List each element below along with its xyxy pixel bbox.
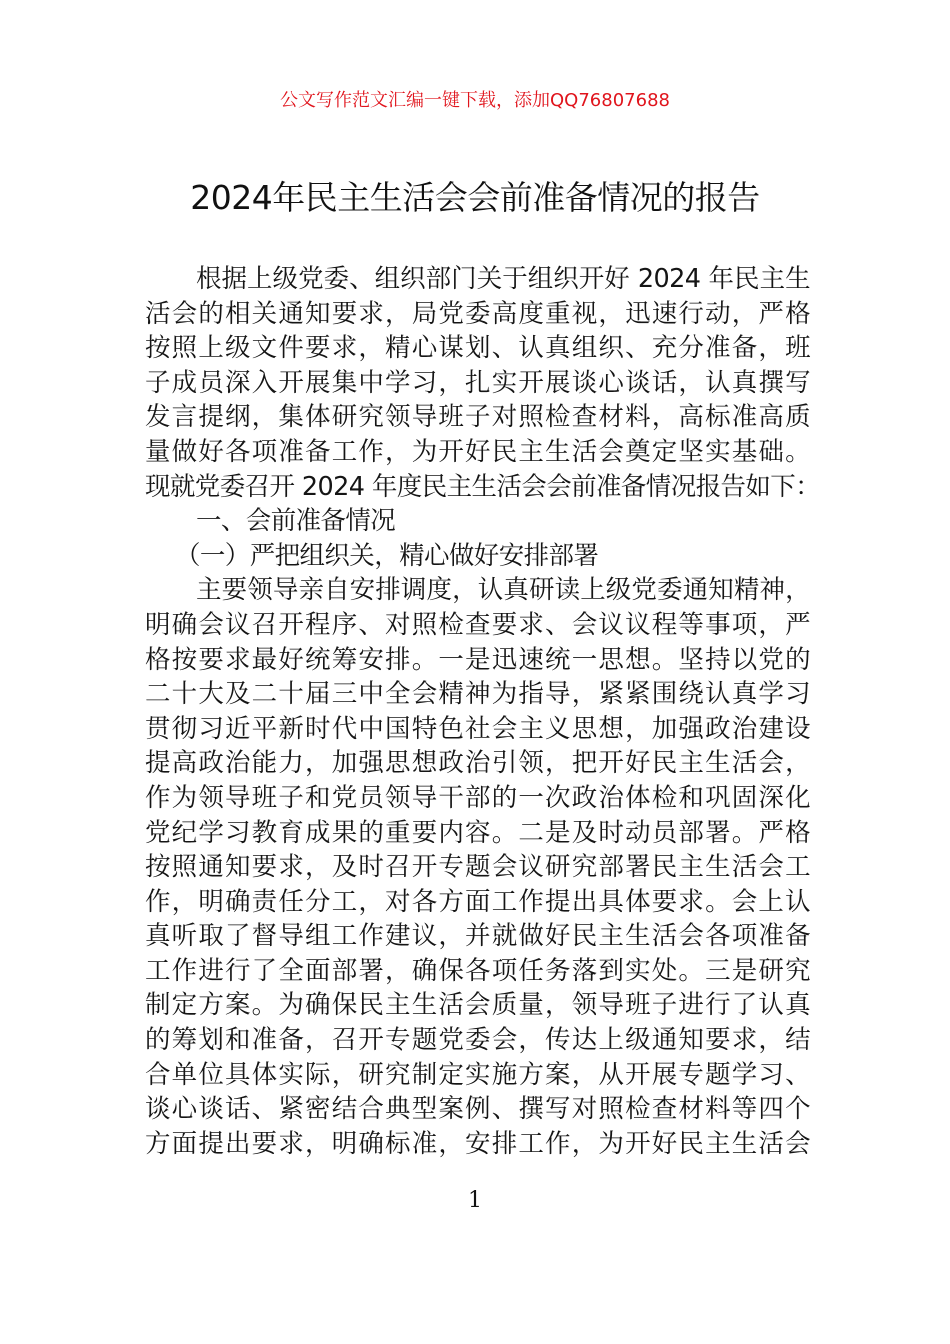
paragraph-line: 发言提纲，集体研究领导班子对照检查材料，高标准高质 [145, 402, 810, 433]
paragraph-line: 格按要求最好统筹安排。一是迅速统一思想。坚持以党的 [145, 644, 810, 675]
paragraph-line: 按照通知要求，及时召开专题会议研究部署民主生活会工 [145, 852, 810, 883]
paragraph-line: 谈心谈话、紧密结合典型案例、撰写对照检查材料等四个 [145, 1094, 810, 1125]
paragraph-line: 作，明确责任分工，对各方面工作提出具体要求。会上认 [145, 886, 810, 917]
paragraph-line: 真听取了督导组工作建议，并就做好民主生活会各项准备 [145, 921, 810, 952]
subsection-heading: （一）严把组织关，精心做好安排部署 [175, 540, 599, 571]
paragraph-line: 制定方案。为确保民主生活会质量，领导班子进行了认真 [145, 990, 810, 1021]
paragraph-line: 提高政治能力，加强思想政治引领，把开好民主生活会， [145, 748, 810, 779]
paragraph-line: 子成员深入开展集中学习，扎实开展谈心谈话，认真撰写 [145, 367, 810, 398]
paragraph-line: 现就党委召开 2024 年度民主生活会会前准备情况报告如下： [145, 471, 821, 502]
document-body [145, 262, 821, 1161]
paragraph-line: 工作进行了全面部署，确保各项任务落到实处。三是研究 [145, 955, 810, 986]
paragraph-line: 按照上级文件要求，精心谋划、认真组织、充分准备，班 [145, 333, 810, 364]
paragraph-line: 作为领导班子和党员领导干部的一次政治体检和巩固深化 [145, 782, 810, 813]
paragraph-line: 贯彻习近平新时代中国特色社会主义思想，加强政治建设 [145, 713, 810, 744]
document-title: 2024年民主生活会会前准备情况的报告 [190, 178, 760, 217]
paragraph-line: 方面提出要求，明确标准，安排工作，为开好民主生活会 [145, 1128, 810, 1159]
paragraph-line: 合单位具体实际，研究制定实施方案，从开展专题学习、 [145, 1059, 810, 1090]
page-number: 1 [468, 1188, 482, 1213]
paragraph-line: 党纪学习教育成果的重要内容。二是及时动员部署。严格 [145, 817, 810, 848]
paragraph-line: 明确会议召开程序、对照检查要求、会议议程等事项，严 [145, 609, 810, 640]
paragraph-line: 的筹划和准备，召开专题党委会，传达上级通知要求，结 [145, 1025, 810, 1056]
paragraph-line: 根据上级党委、组织部门关于组织开好 2024 年民主生 [196, 264, 810, 294]
paragraph-line: 主要领导亲自安排调度，认真研读上级党委通知精神， [196, 575, 810, 606]
paragraph-line: 二十大及二十届三中全会精神为指导，紧紧围绕认真学习 [145, 679, 810, 710]
paragraph-line: 活会的相关通知要求，局党委高度重视，迅速行动，严格 [145, 298, 810, 329]
paragraph-line: 量做好各项准备工作，为开好民主生活会奠定坚实基础。 [145, 436, 810, 467]
section-heading: 一、会前准备情况 [196, 506, 396, 537]
watermark-banner: 公文写作范文汇编一键下载，添加QQ76807688 [280, 90, 670, 111]
